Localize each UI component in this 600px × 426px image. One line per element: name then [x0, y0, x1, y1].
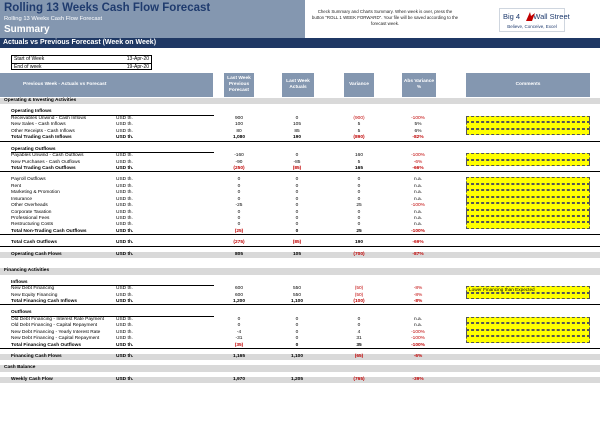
- header: [0, 0, 600, 38]
- abs-variance-pct-cell: -66%: [412, 165, 424, 171]
- last-week-actuals-cell[interactable]: 0: [295, 196, 299, 202]
- abs-variance-pct-cell: n.a.: [413, 222, 422, 228]
- row-label: Weekly Cash Flow: [11, 376, 53, 382]
- variance-cell: 4: [357, 329, 361, 335]
- row-label: Total Cash Outflows: [11, 240, 58, 246]
- abs-variance-pct-cell: -100%: [411, 336, 425, 342]
- end-of-week-label: End of week: [14, 63, 42, 70]
- last-week-forecast-cell[interactable]: 1,200: [232, 298, 245, 304]
- row-label: Total Non-Trading Cash Outflows: [11, 228, 87, 234]
- company-logo: [499, 8, 570, 32]
- start-of-week-label: Start of Week: [14, 56, 45, 62]
- last-week-forecast-cell[interactable]: 0: [237, 196, 241, 202]
- last-week-actuals-cell[interactable]: 0: [295, 342, 299, 348]
- variance-cell: 5: [357, 128, 361, 134]
- variance-cell: (100): [353, 298, 365, 304]
- last-week-actuals-cell[interactable]: 105: [292, 122, 301, 128]
- row-label: Financing Activities: [4, 268, 50, 274]
- last-week-forecast-cell[interactable]: 0: [237, 177, 241, 183]
- abs-variance-pct-cell: 5%: [414, 122, 422, 128]
- abs-variance-pct-cell: n.a.: [413, 316, 422, 322]
- section-title: Actuals vs Previous Forecast (Week on Week): [3, 38, 157, 46]
- abs-variance-pct-cell: n.a.: [413, 190, 422, 196]
- last-week-forecast-cell[interactable]: 0: [237, 209, 241, 215]
- row-label: Financing Cash Flows: [11, 354, 62, 359]
- last-week-actuals-cell[interactable]: 0: [295, 228, 299, 234]
- last-week-actuals-cell[interactable]: 0: [295, 336, 299, 342]
- column-header-description: Previous Week - Actuals vs Forecast: [0, 73, 213, 97]
- abs-variance-pct-cell: -100%: [411, 228, 425, 234]
- title-band: [0, 0, 305, 38]
- last-week-actuals-cell[interactable]: 0: [295, 190, 299, 196]
- last-week-forecast-cell[interactable]: (250): [233, 165, 245, 171]
- logo-wordmark: [503, 12, 570, 21]
- variance-cell: (765): [353, 376, 365, 382]
- row-label: New Debt Financing - Capital Repayment: [11, 336, 100, 342]
- abs-variance-pct-cell: -100%: [411, 342, 425, 348]
- row-label: Operating Inflows: [11, 109, 52, 115]
- column-header-last-week-actuals: Last Week Actuals: [282, 73, 314, 97]
- app-subtitle: Rolling 13 Weeks Cash Flow Forecast: [4, 16, 103, 22]
- row-unit: USD th.: [116, 190, 133, 196]
- variance-cell: 35: [356, 342, 362, 348]
- abs-variance-pct-cell: n.a.: [413, 216, 422, 221]
- abs-variance-pct-cell: -100%: [411, 329, 425, 335]
- last-week-actuals-cell[interactable]: 0: [295, 216, 299, 221]
- last-week-actuals-cell[interactable]: 105: [292, 251, 301, 257]
- row-label: Marketing & Promotion: [11, 190, 60, 196]
- row-label: Cash Balance: [4, 365, 36, 371]
- row-unit: USD th.: [116, 342, 134, 348]
- variance-cell: 0: [357, 183, 361, 189]
- last-week-forecast-cell[interactable]: 0: [237, 190, 241, 196]
- last-week-actuals-cell[interactable]: 550: [292, 286, 301, 292]
- last-week-forecast-cell[interactable]: -160: [234, 153, 244, 159]
- row-unit: USD th.: [116, 222, 133, 228]
- last-week-actuals-cell[interactable]: 0: [295, 209, 299, 215]
- column-header-abs-variance: Abs Variance %: [402, 73, 436, 97]
- row-unit: USD th.: [116, 216, 133, 221]
- variance-cell: 0: [357, 222, 361, 228]
- variance-cell: 25: [356, 203, 362, 209]
- variance-cell: (900): [353, 115, 365, 121]
- last-week-forecast-cell[interactable]: -31: [235, 336, 243, 342]
- abs-variance-pct-cell: -39%: [412, 376, 424, 382]
- variance-cell: 160: [354, 153, 363, 159]
- row-label: Payroll Outflows: [11, 177, 46, 183]
- row-unit: USD th.: [116, 329, 133, 335]
- abs-variance-pct-cell: -100%: [411, 115, 425, 121]
- last-week-forecast-cell[interactable]: -4: [236, 329, 242, 335]
- row-unit: USD th.: [116, 183, 133, 189]
- row-label: New Debt Financing: [11, 286, 55, 292]
- last-week-forecast-cell[interactable]: 600: [234, 286, 243, 292]
- cash-flow-table: [0, 98, 600, 383]
- row-unit: USD th.: [116, 298, 134, 304]
- last-week-actuals-cell[interactable]: -85: [293, 159, 301, 165]
- variance-cell: (50): [354, 286, 364, 292]
- last-week-forecast-cell[interactable]: 600: [234, 292, 243, 298]
- last-week-actuals-cell[interactable]: 0: [295, 316, 299, 322]
- abs-variance-pct-cell: n.a.: [413, 183, 422, 189]
- row-label: New Equity Financing: [11, 292, 58, 298]
- row-unit: USD th.: [116, 240, 134, 246]
- variance-cell: 5: [357, 159, 361, 165]
- last-week-actuals-cell[interactable]: 0: [295, 153, 299, 159]
- row-label: New Sales - Cash Inflows: [11, 122, 66, 128]
- variance-cell: (65): [354, 354, 364, 359]
- logo-text-second: Wall Street: [533, 12, 570, 21]
- abs-variance-pct-cell: -8%: [413, 298, 423, 304]
- row-label: Restructuring Costs: [11, 222, 54, 228]
- row-unit: USD th.: [116, 354, 134, 359]
- last-week-forecast-cell[interactable]: 0: [237, 316, 241, 322]
- row-label: Payables Unwind - Cash Outflows: [11, 153, 84, 159]
- row-unit: USD th.: [116, 153, 133, 159]
- app-title: Rolling 13 Weeks Cash Flow Forecast: [4, 2, 211, 14]
- abs-variance-pct-cell: -8%: [413, 292, 423, 298]
- abs-variance-pct-cell: -6%: [413, 159, 423, 165]
- row-label: Total Trading Cash Outflows: [11, 165, 76, 171]
- row-unit: USD th.: [116, 228, 134, 234]
- row-unit: USD th.: [116, 177, 133, 183]
- end-of-week-row: [12, 63, 151, 70]
- abs-variance-pct-cell: 6%: [414, 128, 422, 134]
- variance-cell: 165: [354, 165, 363, 171]
- logo-mark-icon: [524, 11, 536, 23]
- column-header-variance: Variance: [344, 73, 374, 97]
- row-unit: USD th.: [116, 165, 134, 171]
- row-label: Receivables Unwind - Cash Inflows: [11, 115, 87, 121]
- last-week-forecast-cell[interactable]: 0: [237, 183, 241, 189]
- last-week-actuals-cell[interactable]: 0: [295, 203, 299, 209]
- table-row: [0, 377, 600, 383]
- abs-variance-pct-cell: -87%: [412, 251, 424, 257]
- row-unit: USD th.: [116, 209, 133, 215]
- instruction-note: Check Summary and Charts Summary. When week is over, press the button "ROLL 1 WEEK FORWARD". Your file will be saved according to the forecast week.: [311, 9, 459, 27]
- comment-input[interactable]: Lower Financing than Expected: [466, 286, 590, 292]
- abs-variance-pct-cell: -82%: [412, 135, 424, 141]
- last-week-actuals-cell[interactable]: 550: [292, 292, 301, 298]
- last-week-actuals-cell[interactable]: 1,205: [290, 376, 303, 382]
- variance-cell: 0: [357, 216, 361, 221]
- row-unit: USD th.: [116, 196, 133, 202]
- last-week-actuals-cell[interactable]: (85): [292, 240, 302, 246]
- week-period-table: [11, 55, 152, 70]
- variance-cell: (890): [353, 135, 365, 141]
- last-week-actuals-cell[interactable]: 0: [295, 329, 299, 335]
- column-header-comments: Comments: [466, 73, 590, 97]
- row-unit: USD th.: [116, 128, 133, 134]
- row-unit: USD th.: [116, 159, 133, 165]
- last-week-forecast-cell[interactable]: 80: [236, 128, 242, 134]
- row-unit: USD th.: [116, 115, 133, 121]
- logo-tagline: Believe, Conceive, Excel: [507, 24, 557, 29]
- abs-variance-pct-cell: n.a.: [413, 209, 422, 215]
- row-label: New Debt Financing - Yearly Interest Rate: [11, 329, 101, 335]
- row-unit: USD th.: [116, 135, 134, 141]
- row-label: New Purchases - Cash Outflows: [11, 159, 81, 165]
- last-week-forecast-cell[interactable]: 100: [234, 122, 243, 128]
- row-unit: USD th.: [116, 336, 133, 342]
- row-label: Other Overheads: [11, 203, 48, 209]
- row-label: Corporate Taxation: [11, 209, 52, 215]
- last-week-forecast-cell[interactable]: -90: [235, 159, 243, 165]
- abs-variance-pct-cell: n.a.: [413, 323, 422, 329]
- row-label: Operating & Investing Activities: [4, 98, 77, 103]
- last-week-forecast-cell[interactable]: 1,970: [232, 376, 245, 382]
- row-label: Other Receipts - Cash Inflows: [11, 128, 75, 134]
- row-label: Outflows: [11, 310, 32, 316]
- last-week-forecast-cell[interactable]: (275): [233, 240, 245, 246]
- row-label: Inflows: [11, 279, 28, 285]
- last-week-forecast-cell[interactable]: 1,165: [232, 354, 245, 359]
- variance-cell: 0: [357, 323, 361, 329]
- last-week-actuals-cell[interactable]: 0: [295, 115, 299, 121]
- row-unit: USD th.: [116, 203, 133, 209]
- last-week-actuals-cell[interactable]: 1,100: [290, 298, 303, 304]
- last-week-actuals-cell[interactable]: (85): [292, 165, 302, 171]
- row-unit: USD th.: [116, 122, 133, 128]
- last-week-forecast-cell[interactable]: 0: [237, 216, 241, 221]
- variance-cell: 0: [357, 209, 361, 215]
- last-week-actuals-cell[interactable]: 0: [295, 323, 299, 329]
- row-label: Old Debt Financing - Capital Repayment: [11, 323, 98, 329]
- row-unit: USD th.: [116, 286, 133, 292]
- abs-variance-pct-cell: -6%: [413, 354, 423, 359]
- row-unit: USD th.: [116, 316, 133, 322]
- last-week-forecast-cell[interactable]: 900: [234, 115, 243, 121]
- abs-variance-pct-cell: -8%: [413, 286, 423, 292]
- row-label: Insurance: [11, 196, 33, 202]
- variance-cell: (700): [353, 251, 365, 257]
- variance-cell: 0: [357, 190, 361, 196]
- row-unit: USD th.: [116, 323, 133, 329]
- start-of-week-value[interactable]: 13-Apr-20: [126, 56, 149, 62]
- section-header: [0, 38, 600, 48]
- row-unit: USD th.: [116, 376, 134, 382]
- variance-cell: 5: [357, 122, 361, 128]
- row-label: Operating Outflows: [11, 146, 56, 152]
- row-label: Total Financing Cash Inflows: [11, 298, 78, 304]
- last-week-forecast-cell[interactable]: 0: [237, 323, 241, 329]
- variance-cell: 25: [356, 228, 362, 234]
- variance-cell: 31: [356, 336, 362, 342]
- abs-variance-pct-cell: -69%: [412, 240, 424, 246]
- row-label: Total Trading Cash Inflows: [11, 135, 72, 141]
- row-label: Operating Cash Flows: [11, 251, 62, 257]
- last-week-actuals-cell[interactable]: 0: [295, 183, 299, 189]
- row-label: Old Debt Financing - Interest Rate Payment: [11, 316, 105, 322]
- last-week-actuals-cell[interactable]: 1,100: [290, 354, 303, 359]
- abs-variance-pct-cell: -100%: [411, 203, 425, 209]
- last-week-actuals-cell[interactable]: 0: [295, 177, 299, 183]
- row-label: Professional Fees: [11, 216, 50, 221]
- last-week-actuals-cell[interactable]: 85: [294, 128, 300, 134]
- last-week-forecast-cell[interactable]: 1,080: [232, 135, 245, 141]
- last-week-forecast-cell[interactable]: (35): [234, 342, 244, 348]
- row-label: Rent: [11, 183, 22, 189]
- page-title: Summary: [4, 24, 50, 35]
- abs-variance-pct-cell: n.a.: [413, 177, 422, 183]
- logo-text-main: Big 4: [503, 12, 521, 21]
- row-unit: USD th.: [116, 292, 133, 298]
- variance-cell: 0: [357, 196, 361, 202]
- last-week-forecast-cell[interactable]: 0: [237, 222, 241, 228]
- column-header-last-week-forecast: Last Week Previous Forecast: [224, 73, 254, 97]
- end-of-week-value[interactable]: 19-Apr-20: [126, 63, 149, 70]
- variance-cell: 0: [357, 316, 361, 322]
- variance-cell: 0: [357, 177, 361, 183]
- abs-variance-pct-cell: n.a.: [413, 196, 422, 202]
- row-unit: USD th.: [116, 251, 134, 257]
- last-week-forecast-cell[interactable]: (25): [234, 228, 244, 234]
- abs-variance-pct-cell: -100%: [411, 153, 425, 159]
- last-week-forecast-cell[interactable]: -25: [235, 203, 243, 209]
- last-week-actuals-cell[interactable]: 0: [295, 222, 299, 228]
- last-week-forecast-cell[interactable]: 805: [234, 251, 243, 257]
- variance-cell: (50): [354, 292, 364, 298]
- last-week-actuals-cell[interactable]: 190: [292, 135, 301, 141]
- variance-cell: 190: [354, 240, 363, 246]
- row-label: Total Financing Cash Outflows: [11, 342, 81, 348]
